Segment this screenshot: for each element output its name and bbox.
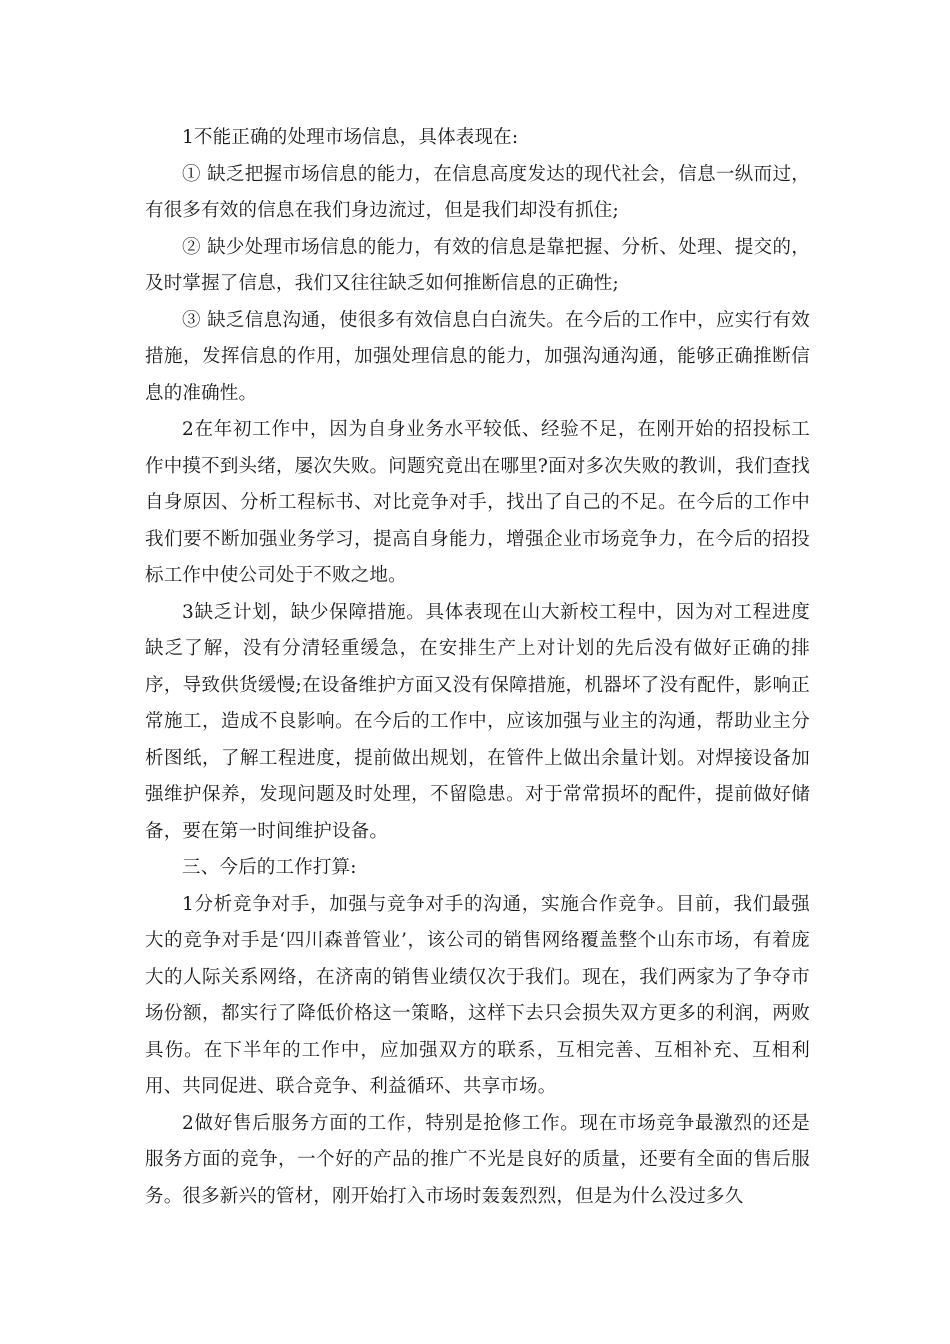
paragraph-3: ② 缺少处理市场信息的能力，有效的信息是靠把握、分析、处理、提交的，及时掌握了信息，我们又往往缺乏如何推断信息的正确性; xyxy=(145,236,810,294)
paragraph-6: 3缺乏计划，缺少保障措施。具体表现在山大新校工程中，因为对工程进度缺乏了解，没有分清轻重缓急，在安排生产上对计划的先后没有做好正确的排序，导致供货缓慢;在设备维护方面又没有保障措施，机器坏了没有配件，影响正常施工，造成不良影响。在今后的工作中，应该加强与业主的沟通，帮助业主分析图纸，了解工程进度，提前做出规划，在管件上做出余量计划。对焊接设备加强维护保养，发现问题及时处理，不留隐患。对于常常损坏的配件，提前做好储备，要在第一时间维护设备。 xyxy=(145,601,810,842)
paragraph-2: ① 缺乏把握市场信息的能力，在信息高度发达的现代社会，信息一纵而过，有很多有效的信息在我们身边流过，但是我们却没有抓住; xyxy=(145,163,810,221)
paragraph-7: 1分析竞争对手，加强与竞争对手的沟通，实施合作竞争。目前，我们最强大的竞争对手是‘四川森普管业’，该公司的销售网络覆盖整个山东市场，有着庞大的人际关系网络，在济南的销售业绩仅次于我们。现在，我们两家为了争夺市场份额，都实行了降低价格这一策略，这样下去只会损失双方更多的利润，两败具伤。在下半年的工作中，应加强双方的联系，互相完善、互相补充、互相利用、共同促进、联合竞争、利益循环、共享市场。 xyxy=(145,893,810,1097)
paragraph-1: 1不能正确的处理市场信息，具体表现在: xyxy=(182,127,519,148)
paragraph-5: 2在年初工作中，因为自身业务水平较低、经验不足，在刚开始的招投标工作中摸不到头绪，屡次失败。问题究竟出在哪里?面对多次失败的教训，我们查找自身原因、分析工程标书、对比竞争对手，找出了自己的不足。在今后的工作中我们要不断加强业务学习，提高自身能力，增强企业市场竞争力，在今后的招投标工作中使公司处于不败之地。 xyxy=(145,419,810,586)
section-heading: 三、今后的工作打算: xyxy=(182,857,357,878)
document-body xyxy=(145,120,810,1215)
paragraph-4: ③ 缺乏信息沟通，使很多有效信息白白流失。在今后的工作中，应实行有效措施，发挥信息的作用，加强处理信息的能力，加强沟通沟通，能够正确推断信息的准确性。 xyxy=(145,309,810,404)
paragraph-8: 2做好售后服务方面的工作，特别是抢修工作。现在市场竞争最激烈的还是服务方面的竞争，一个好的产品的推广不光是良好的质量，还要有全面的售后服务。很多新兴的管材，刚开始打入市场时轰轰烈烈，但是为什么没过多久 xyxy=(145,1112,810,1207)
